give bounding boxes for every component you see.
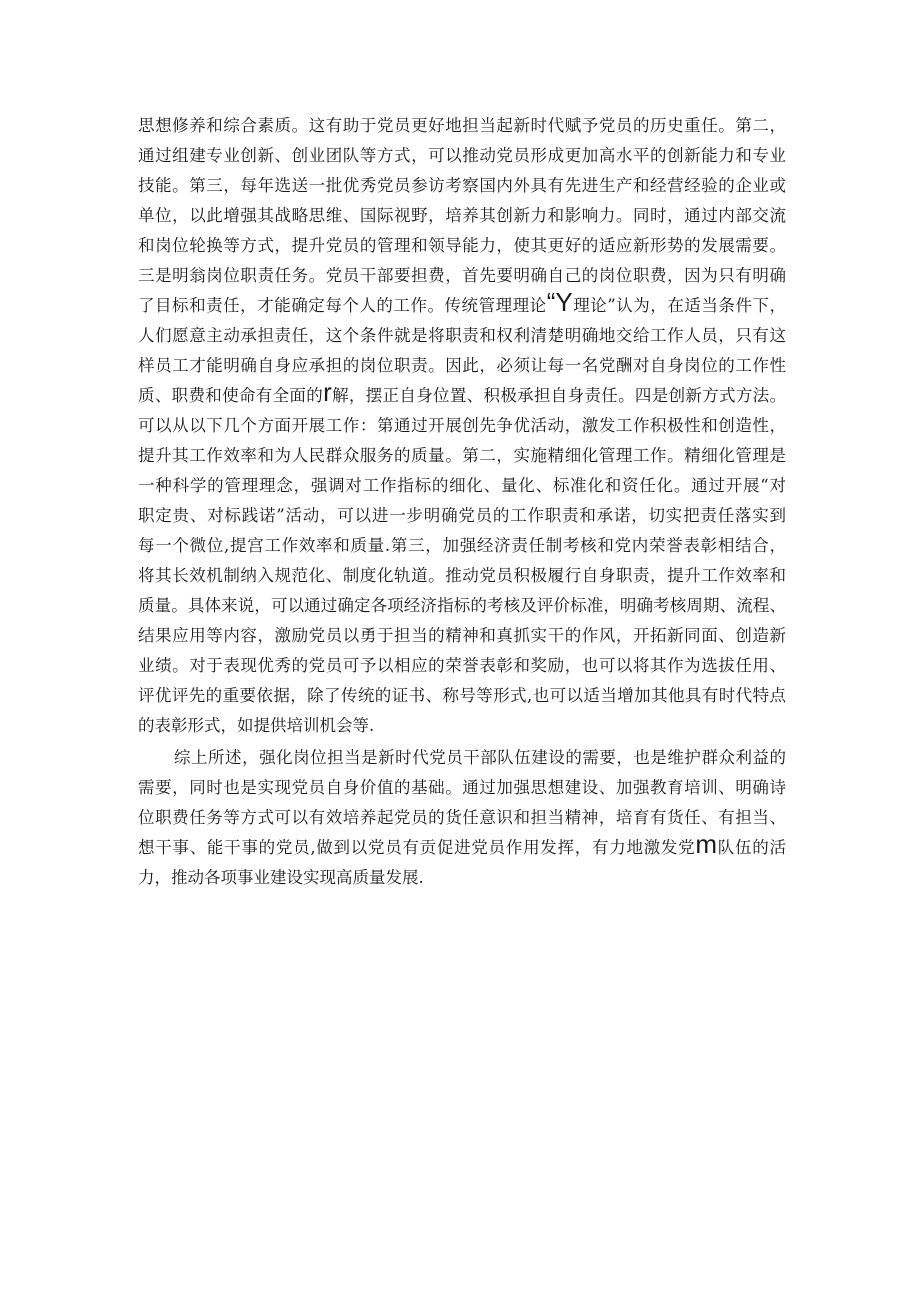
text-line: 的表彰形式，如提供培训机会等. bbox=[138, 716, 375, 735]
text-line: 技能。第三，每年选送一批优秀党员参访考察国内外具有先进生产和经营经验的企业或 bbox=[138, 176, 786, 195]
text-line: 将其长效机制纳入规范化、制度化轨道。推动党员积极履行自身职责，提升工作效率和 bbox=[138, 566, 786, 585]
enlarged-glyph: “Y bbox=[546, 287, 573, 317]
enlarged-glyph: m bbox=[695, 829, 718, 859]
text-segment: 理论”认为，在适当条件下， bbox=[572, 296, 787, 315]
text-segment: 质、职费和使命有全面的 bbox=[138, 386, 324, 405]
text-line: 单位，以此增强其战略思维、国际视野，培养其创新力和影响力。同时，通过内部交流 bbox=[138, 206, 786, 225]
text-line bbox=[138, 287, 787, 321]
text-line: 评优评先的重要依据，除了传统的证书、称号等形式,也可以适当增加其他具有时代特点 bbox=[138, 686, 786, 705]
text-segment: 想干事、能干事的党员,做到以党员有贡促进党员作用发挥，有力地激发党 bbox=[138, 838, 696, 857]
text-line: 通过组建专业创新、创业团队等方式，可以推动党员形成更加高水平的创新能力和专业 bbox=[138, 146, 786, 165]
text-line: 和岗位轮换等方式，提升党员的管理和领导能力，使其更好的适应新形势的发展需要。 bbox=[138, 236, 786, 255]
text-line: 力，推动各项事业建设实现高质量发展. bbox=[138, 868, 424, 887]
text-line: 位职费任务等方式可以有效培养起党员的货任意识和担当精神，培育有货任、有担当、 bbox=[138, 808, 786, 827]
text-line: 样员工才能明确自身应承担的岗位职责。因此，必须让每一名党酬对自身岗位的工作性 bbox=[138, 356, 786, 375]
enlarged-glyph: r bbox=[323, 377, 332, 407]
text-line: 每一个微位,提宫工作效率和质量.第三，加强经济责任制考核和党内荣誉表彰相结合， bbox=[138, 536, 786, 555]
text-line: 综上所述，强化岗位担当是新时代党员干部队伍建设的需要，也是维护群众利益的 bbox=[174, 748, 786, 767]
text-line: 需要，同时也是实现党员自身价值的基础。通过加强思想建设、加强教育培训、明确诗 bbox=[138, 778, 786, 797]
text-line bbox=[138, 377, 787, 411]
text-line: 提升其工作效率和为人民群众服务的质量。第二，实施精细化管理工作。精细化管理是 bbox=[138, 446, 786, 465]
text-line: 思想修养和综合素质。这有助于党员更好地担当起新时代赋予党员的历史重任。第二， bbox=[138, 116, 786, 135]
conclusion-paragraph bbox=[138, 743, 786, 893]
text-segment: 解，摆正自身位置、积极承担自身责任。四是创新方式方法。 bbox=[331, 386, 787, 405]
text-segment: 队伍的活 bbox=[717, 838, 787, 857]
text-line: 业绩。对于表现优秀的党员可予以相应的荣誉表彰和奖励，也可以将其作为选拔任用、 bbox=[138, 656, 786, 675]
text-line bbox=[138, 829, 787, 863]
text-line: 质量。具体来说，可以通过确定各项经济指标的考核及评价标准，明确考核周期、流程、 bbox=[138, 596, 786, 615]
text-line: 三是明翁岗位职责任务。党员干部要担费，首先要明确自己的岗位职费，因为只有明确 bbox=[138, 266, 786, 285]
text-segment: 了目标和责任，才能确定每个人的工作。传统管理理论 bbox=[138, 296, 547, 315]
paragraph-body bbox=[138, 111, 786, 741]
text-line: 一种科学的管理理念，强调对工作指标的细化、量化、标准化和资任化。通过开展“对 bbox=[138, 476, 786, 495]
text-line: 人们愿意主动承担责任，这个条件就是将职责和权利清楚明确地交给工作人员，只有这 bbox=[138, 326, 786, 345]
text-line: 可以从以下几个方面开展工作：第通过开展创先争优活动，激发工作积极性和创造性， bbox=[138, 416, 786, 435]
text-line: 职定贵、对标践诺”活动，可以进一步明确党员的工作职责和承诺，切实把责任落实到 bbox=[138, 506, 786, 525]
text-line: 结果应用等内容，激励党员以勇于担当的精神和真抓实干的作风，开拓新同面、创造新 bbox=[138, 626, 786, 645]
